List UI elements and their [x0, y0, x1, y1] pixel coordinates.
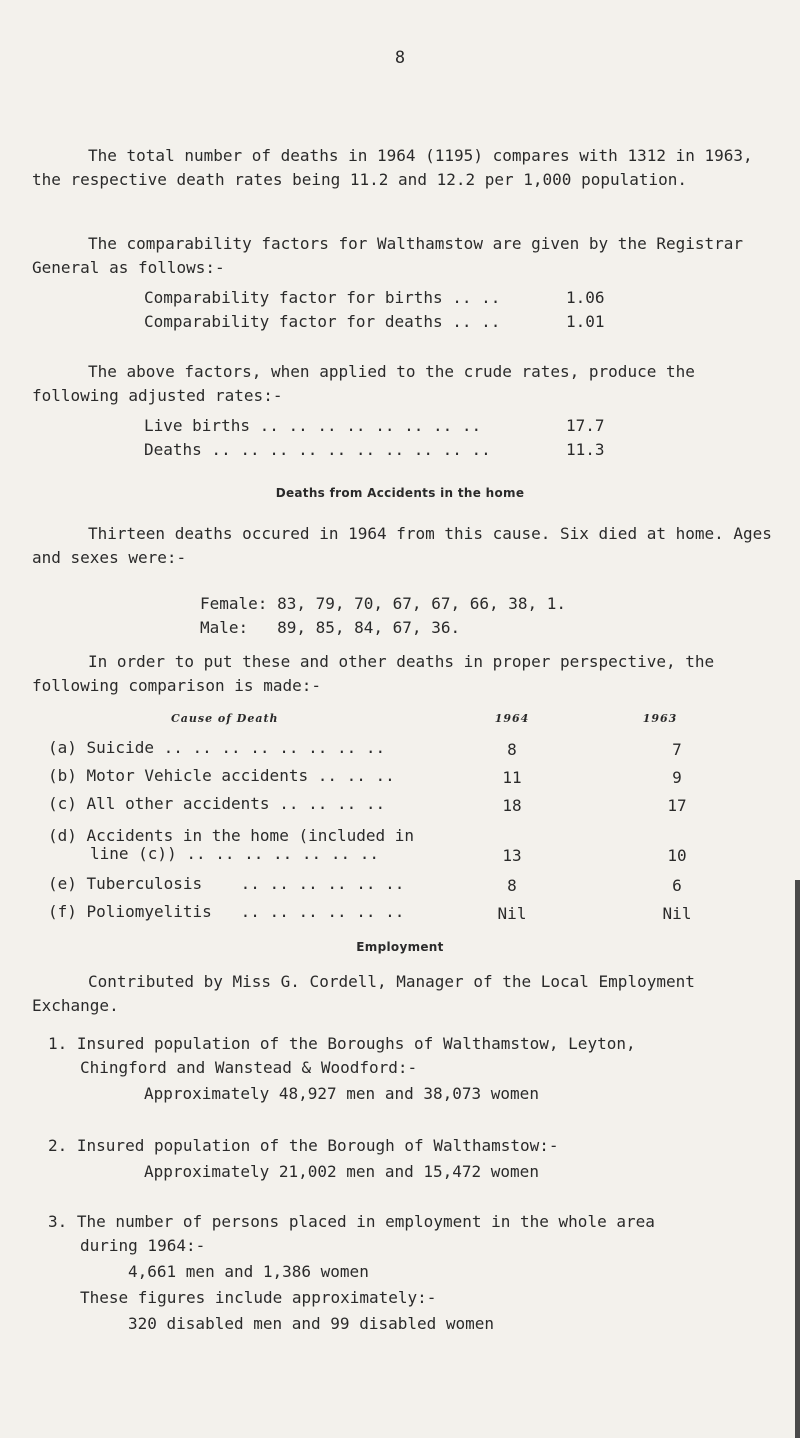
table-cell-1963: 6 [672, 876, 682, 895]
adjusted-births-label: Live births .. .. .. .. .. .. .. .. [144, 416, 482, 435]
table-header-1963: 1963 [642, 712, 678, 725]
employment-item-1-line-1: 1. Insured population of the Boroughs of Walthamstow, Leyton, [48, 1034, 636, 1053]
table-row-label: (a) Suicide .. .. .. .. .. .. .. .. [48, 738, 386, 757]
table-row-label: (c) All other accidents .. .. .. .. [48, 794, 386, 813]
employment-item-1-line-2: Chingford and Wanstead & Woodford:- [80, 1058, 418, 1077]
table-cell-1964: 8 [507, 740, 517, 759]
table-cell-1964: 13 [502, 846, 522, 865]
table-cell-1963: 9 [672, 768, 682, 787]
table-cell-1964: 11 [502, 768, 522, 787]
employment-item-2-line-1: 2. Insured population of the Borough of Walthamstow:- [48, 1136, 559, 1155]
employment-item-3-line-1: 3. The number of persons placed in employment in the whole area [48, 1212, 655, 1231]
comparability-births-value: 1.06 [566, 288, 605, 307]
adjusted-intro: The above factors, when applied to the crude rates, produce the following adjusted rates:- [32, 362, 695, 405]
comparability-deaths-value: 1.01 [566, 312, 605, 331]
male-ages: Male: 89, 85, 84, 67, 36. [200, 618, 461, 637]
adjusted-births-value: 17.7 [566, 416, 605, 435]
employment-item-3-line-3: 4,661 men and 1,386 women [128, 1262, 369, 1281]
page-number: 8 [394, 48, 406, 68]
employment-item-3-line-2: during 1964:- [80, 1236, 206, 1255]
intro-paragraph: The total number of deaths in 1964 (1195) compares with 1312 in 1963, the respective death rates being 11.2 and 12.2 per 1,000 population. [32, 146, 753, 189]
accidents-heading: Deaths from Accidents in the home [275, 486, 525, 500]
table-header-1964: 1964 [494, 712, 530, 725]
table-cell-1963: 10 [667, 846, 687, 865]
female-ages: Female: 83, 79, 70, 67, 67, 66, 38, 1. [200, 594, 567, 613]
table-header-cause: Cause of Death [171, 712, 279, 725]
adjusted-deaths-value: 11.3 [566, 440, 605, 459]
table-cell-1963: Nil [662, 904, 692, 923]
table-cell-1964: 18 [502, 796, 522, 815]
employment-intro: Contributed by Miss G. Cordell, Manager of the Local Employment Exchange. [32, 972, 695, 1015]
table-row-label: (d) Accidents in the home (included in [48, 826, 415, 845]
table-row-label: (e) Tuberculosis .. .. .. .. .. .. [48, 874, 405, 893]
comparability-intro: The comparability factors for Walthamstow are given by the Registrar General as follows:- [32, 234, 744, 277]
table-cell-1963: 17 [667, 796, 687, 815]
table-cell-1964: Nil [497, 904, 527, 923]
comparability-deaths-label: Comparability factor for deaths .. .. [144, 312, 501, 331]
comparison-intro: In order to put these and other deaths in proper perspective, the following comparison is made:- [32, 652, 715, 695]
adjusted-deaths-label: Deaths .. .. .. .. .. .. .. .. .. .. [144, 440, 491, 459]
table-row-label: (f) Poliomyelitis .. .. .. .. .. .. [48, 902, 405, 921]
employment-heading: Employment [356, 940, 444, 954]
page-edge-shadow [795, 880, 800, 1438]
table-row-label-continued: line (c)) .. .. .. .. .. .. .. [90, 844, 379, 863]
employment-item-1-line-3: Approximately 48,927 men and 38,073 women [144, 1084, 539, 1103]
table-cell-1963: 7 [672, 740, 682, 759]
employment-item-3-line-4: These figures include approximately:- [80, 1288, 437, 1307]
employment-item-2-line-2: Approximately 21,002 men and 15,472 women [144, 1162, 539, 1181]
accidents-intro: Thirteen deaths occured in 1964 from this cause. Six died at home. Ages and sexes were:- [32, 524, 772, 567]
table-row-label: (b) Motor Vehicle accidents .. .. .. [48, 766, 395, 785]
comparability-births-label: Comparability factor for births .. .. [144, 288, 501, 307]
employment-item-3-line-5: 320 disabled men and 99 disabled women [128, 1314, 495, 1333]
table-cell-1964: 8 [507, 876, 517, 895]
